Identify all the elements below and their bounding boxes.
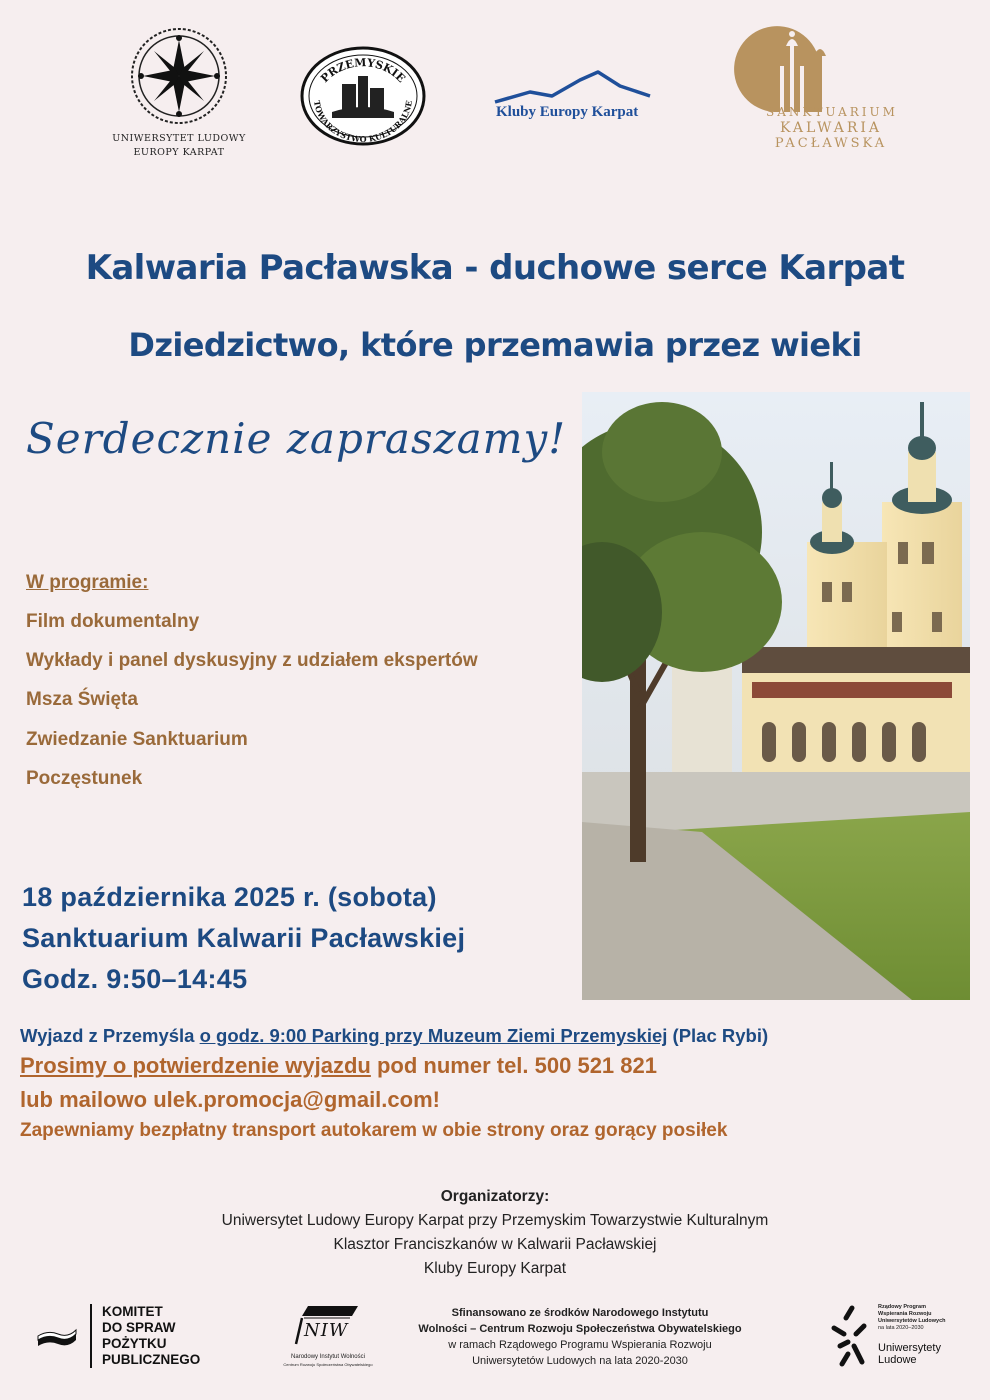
transport-part-c: (Plac Rybi)	[667, 1025, 769, 1046]
confirm-phone: pod numer tel. 500 521 821	[370, 1053, 657, 1078]
basilica-silhouette-icon	[728, 26, 838, 116]
niw-logo-text: NIW	[304, 1320, 349, 1341]
event-hours: Godz. 9:50–14:45	[22, 964, 248, 994]
transport-part-a: Wyjazd z Przemyśla	[20, 1025, 200, 1046]
program-item-3: Msza Święta	[26, 689, 138, 710]
confirm-request: Prosimy o potwierdzenie wyjazdu	[20, 1053, 371, 1078]
program-item-5: Poczęstunek	[26, 768, 143, 789]
sanctuary-photo	[582, 392, 970, 1000]
confirm-line	[20, 1053, 657, 1079]
komitet-line4: PUBLICZNEGO	[102, 1352, 201, 1367]
transport-line	[20, 1025, 768, 1047]
funding-line4: Uniwersytetów Ludowych na lata 2020-2030	[472, 1355, 688, 1367]
komitet-line1: KOMITET	[102, 1304, 163, 1319]
event-place: Sanktuarium Kalwarii Pacławskiej	[22, 923, 466, 953]
organizer-3: Kluby Europy Karpat	[423, 1260, 567, 1277]
mountain-icon	[490, 66, 660, 106]
ul-line2: Ludowe	[878, 1354, 917, 1366]
funding-line3: w ramach Rządowego Programu Wspierania Rozwoju	[448, 1339, 712, 1351]
logo-uniwersytet-ludowy	[104, 26, 254, 166]
page-subtitle: Dziedzictwo, które przemawia przez wieki	[128, 326, 862, 364]
komitet-line2: DO SPRAW	[102, 1320, 176, 1335]
program-item-2: Wykłady i panel dyskusyjny z udziałem ekspertów	[26, 650, 478, 671]
rpwr-line2: Wspierania Rozwoju	[878, 1311, 932, 1317]
organizers-heading: Organizatorzy:	[440, 1188, 550, 1205]
page-title: Kalwaria Pacławska - duchowe serce Karpat	[85, 248, 905, 288]
organizer-2: Klasztor Franciszkanów w Kalwarii Pacławskiej	[333, 1236, 657, 1253]
confirm-email: lub mailowo ulek.promocja@gmail.com!	[20, 1087, 440, 1112]
transport-note: Zapewniamy bezpłatny transport autokarem w obie strony oraz gorący posiłek	[20, 1120, 728, 1141]
folk-star-emblem-icon	[129, 26, 229, 126]
sanktuarium-logo-line2: KALWARIA	[779, 120, 883, 136]
invitation-text: Serdecznie zapraszamy!	[26, 414, 567, 463]
logo-ptk	[300, 46, 426, 146]
rpwr-line1: Rządowy Program	[878, 1304, 926, 1310]
program-item-4: Zwiedzanie Sanktuarium	[26, 729, 248, 750]
kluby-logo-text: Kluby Europy Karpat	[496, 104, 639, 120]
program-heading: W programie:	[26, 572, 149, 593]
logo-kluby-europy-karpat	[490, 66, 660, 126]
ptk-bottom-text: TOWARZYSTWO KULTURALNE	[312, 99, 414, 145]
flag-icon	[36, 1328, 78, 1348]
logo-sanktuarium	[726, 26, 896, 150]
organizer-1: Uniwersytet Ludowy Europy Karpat przy Przemyskim Towarzystwie Kulturalnym	[221, 1212, 769, 1229]
sanktuarium-logo-line3: PACŁAWSKA	[774, 136, 888, 151]
rpwr-line3: Uniwersytetów Ludowych	[878, 1318, 946, 1324]
sanktuarium-logo-line1: SANKTUARIUM	[766, 105, 898, 119]
funding-line2: Wolności – Centrum Rozwoju Społeczeństwa Obywatelskiego	[418, 1323, 742, 1335]
logo-niw	[282, 1304, 374, 1370]
uniwersytet-logo-line1: UNIWERSYTET LUDOWY	[112, 133, 246, 144]
ul-line1: Uniwersytety	[878, 1342, 941, 1354]
niw-caption: Narodowy Instytut Wolności	[291, 1354, 365, 1360]
niw-subcaption: Centrum Rozwoju Społeczeństwa Obywatelskiego	[283, 1362, 373, 1367]
ptk-top-text: PRZEMYSKIE	[318, 56, 408, 86]
funding-note	[410, 1305, 750, 1369]
transport-meeting-point: o godz. 9:00 Parking przy Muzeum Ziemi Przemyskiej	[199, 1025, 668, 1046]
people-figure-icon	[830, 1304, 874, 1368]
logo-komitet	[36, 1304, 236, 1368]
rpwr-line4: na lata 2020–2030	[878, 1325, 924, 1331]
funding-line1: Sfinansowano ze środków Narodowego Instytutu	[451, 1307, 709, 1319]
program-item-1: Film dokumentalny	[26, 611, 200, 632]
event-date: 18 października 2025 r. (sobota)	[22, 882, 437, 912]
logo-uniwersytety-ludowe	[830, 1304, 960, 1370]
komitet-line3: POŻYTKU	[102, 1336, 167, 1351]
uniwersytet-logo-line2: EUROPY KARPAT	[133, 147, 225, 158]
